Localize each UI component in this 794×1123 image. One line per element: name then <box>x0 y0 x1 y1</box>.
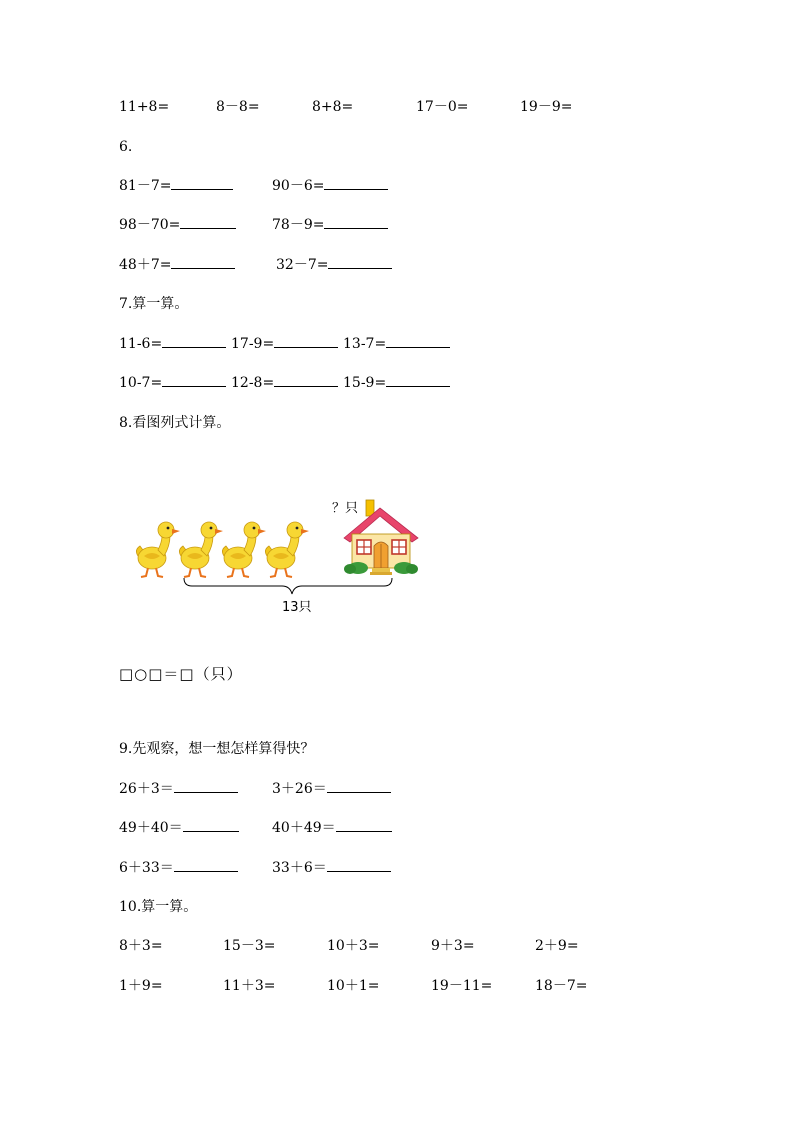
expr: 8＋3= <box>119 938 163 954</box>
answer-blank[interactable] <box>386 374 450 387</box>
total-label: 13只 <box>282 600 312 615</box>
exercise-item: 15-9= <box>343 374 450 392</box>
expr: 8－8= <box>216 99 260 115</box>
question-10-title: 10.算一算。 <box>119 899 198 915</box>
answer-blank[interactable] <box>171 256 235 269</box>
answer-blank[interactable] <box>327 780 391 793</box>
expr: 10＋3= <box>327 938 380 954</box>
ducks-house-figure <box>122 488 422 618</box>
duck-icon <box>222 522 266 577</box>
question-8-title: 8.看图列式计算。 <box>119 415 231 431</box>
expr: 11+8= <box>119 99 170 115</box>
answer-blank[interactable] <box>183 819 239 832</box>
exercise-item: 48＋7= <box>119 256 235 274</box>
answer-blank[interactable] <box>162 335 226 348</box>
answer-blank[interactable] <box>174 780 238 793</box>
exercise-item: 40＋49＝ <box>272 819 392 837</box>
answer-template: □○□＝□（只） <box>119 665 243 683</box>
question-7-title: 7.算一算。 <box>119 296 189 312</box>
expr: 9＋3= <box>431 938 475 954</box>
exercise-item: 33＋6＝ <box>272 859 391 877</box>
answer-blank[interactable] <box>336 819 392 832</box>
exercise-item: 81－7= <box>119 177 233 195</box>
duck-icon <box>179 522 223 577</box>
answer-blank[interactable] <box>274 335 338 348</box>
expr: 18－7= <box>535 978 588 994</box>
total-brace <box>184 578 392 594</box>
exercise-item: 98－70= <box>119 216 236 234</box>
duck-icon <box>265 522 309 577</box>
answer-blank[interactable] <box>327 859 391 872</box>
expr: 17－0= <box>416 99 469 115</box>
answer-blank[interactable] <box>324 177 388 190</box>
expr: 19－11= <box>431 978 493 994</box>
answer-blank[interactable] <box>386 335 450 348</box>
exercise-item: 12-8= <box>231 374 338 392</box>
exercise-item: 49＋40＝ <box>119 819 239 837</box>
question-9-title: 9.先观察，想一想怎样算得快？ <box>119 741 315 757</box>
exercise-item: 13-7= <box>343 335 450 353</box>
exercise-item: 6＋33＝ <box>119 859 238 877</box>
exercise-item: 11-6= <box>119 335 226 353</box>
question-label: ？只 <box>332 501 359 516</box>
question-6-title: 6. <box>119 139 133 155</box>
expr: 10＋1= <box>327 978 380 994</box>
exercise-item: 90－6= <box>272 177 388 195</box>
duck-icon <box>136 522 180 577</box>
answer-blank[interactable] <box>324 216 388 229</box>
expr: 19－9= <box>520 99 573 115</box>
answer-blank[interactable] <box>180 216 236 229</box>
answer-blank[interactable] <box>171 177 233 190</box>
figure-svg <box>122 488 422 618</box>
exercise-item: 32－7= <box>276 256 392 274</box>
answer-blank[interactable] <box>274 374 338 387</box>
answer-blank[interactable] <box>174 859 238 872</box>
answer-blank[interactable] <box>162 374 226 387</box>
expr: 15－3= <box>223 938 276 954</box>
ducks-group <box>136 522 309 577</box>
expr: 2＋9= <box>535 938 579 954</box>
exercise-item: 26＋3＝ <box>119 780 238 798</box>
exercise-item: 10-7= <box>119 374 226 392</box>
exercise-item: 78－9= <box>272 216 388 234</box>
expr: 1＋9= <box>119 978 163 994</box>
expr: 8+8= <box>312 99 354 115</box>
answer-blank[interactable] <box>328 256 392 269</box>
exercise-item: 3＋26＝ <box>272 780 391 798</box>
exercise-item: 17-9= <box>231 335 338 353</box>
expr: 11＋3= <box>223 978 276 994</box>
